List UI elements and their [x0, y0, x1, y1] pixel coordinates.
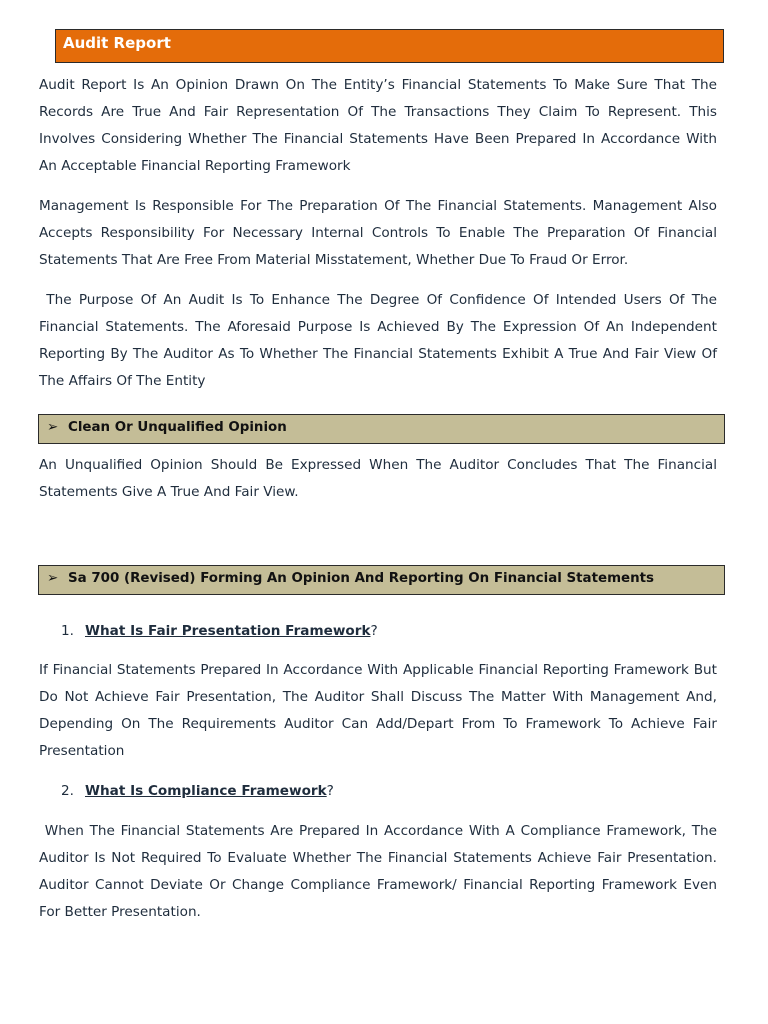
question-title: What Is Fair Presentation Framework — [85, 623, 371, 639]
question-mark: ? — [370, 623, 378, 639]
question-2 — [61, 781, 334, 801]
question-title: What Is Compliance Framework — [85, 783, 327, 799]
question-number: 1. — [61, 623, 74, 639]
intro-paragraph-2: Management Is Responsible For The Preparation Of The Financial Statements. Management Also Accepts Responsibility For Necessary Internal Controls To Enable The Preparation Of Financial Statements That Are Free From Material Misstatement, Whether Due To Fraud Or Error. — [39, 198, 717, 268]
intro-paragraph-1: Audit Report Is An Opinion Drawn On The Entity’s Financial Statements To Make Sure That The Records Are True And Fair Representation Of The Transactions They Claim To Represent. This Involves Considering Whether The Financial Statements Have Been Prepared In Accordance With An Acceptable Financial Reporting Framework — [39, 77, 717, 174]
section-title: Audit Report — [63, 34, 171, 52]
compliance-framework-answer: When The Financial Statements Are Prepared In Accordance With A Compliance Framework, The Auditor Is Not Required To Evaluate Whether The Financial Statements Achieve Fair Presentation. Auditor Cannot Deviate Or Change Compliance Framework/ Financial Reporting Framework Even For Better Presentation. — [39, 823, 722, 920]
arrow-bullet-icon: ➢ — [47, 420, 59, 435]
subheading-label: Sa 700 (Revised) Forming An Opinion And Reporting On Financial Statements — [68, 571, 655, 586]
question-1 — [61, 621, 378, 641]
question-mark: ? — [326, 783, 334, 799]
arrow-bullet-icon: ➢ — [47, 571, 59, 586]
subheading-label: Clean Or Unqualified Opinion — [68, 420, 287, 435]
intro-paragraph-3: The Purpose Of An Audit Is To Enhance The Degree Of Confidence Of Intended Users Of The Financial Statements. The Aforesaid Purpose Is Achieved By The Expression Of An Independent Reporting By The Auditor As To Whether The Financial Statements Exhibit A True And Fair View Of The Affairs Of The Entity — [39, 292, 722, 389]
fair-presentation-answer: If Financial Statements Prepared In Accordance With Applicable Financial Reporting Framework But Do Not Achieve Fair Presentation, The Auditor Shall Discuss The Matter With Management And, Depending On The Requirements Auditor Can Add/Depart From To Framework To Achieve Fair Presentation — [39, 662, 717, 759]
subheading-bar-sa700 — [38, 565, 725, 595]
unqualified-opinion-paragraph: An Unqualified Opinion Should Be Expressed When The Auditor Concludes That The Financial Statements Give A True And Fair View. — [39, 457, 717, 500]
question-number: 2. — [61, 783, 74, 799]
subheading-bar-clean-opinion — [38, 414, 725, 444]
section-title-banner — [55, 29, 724, 63]
